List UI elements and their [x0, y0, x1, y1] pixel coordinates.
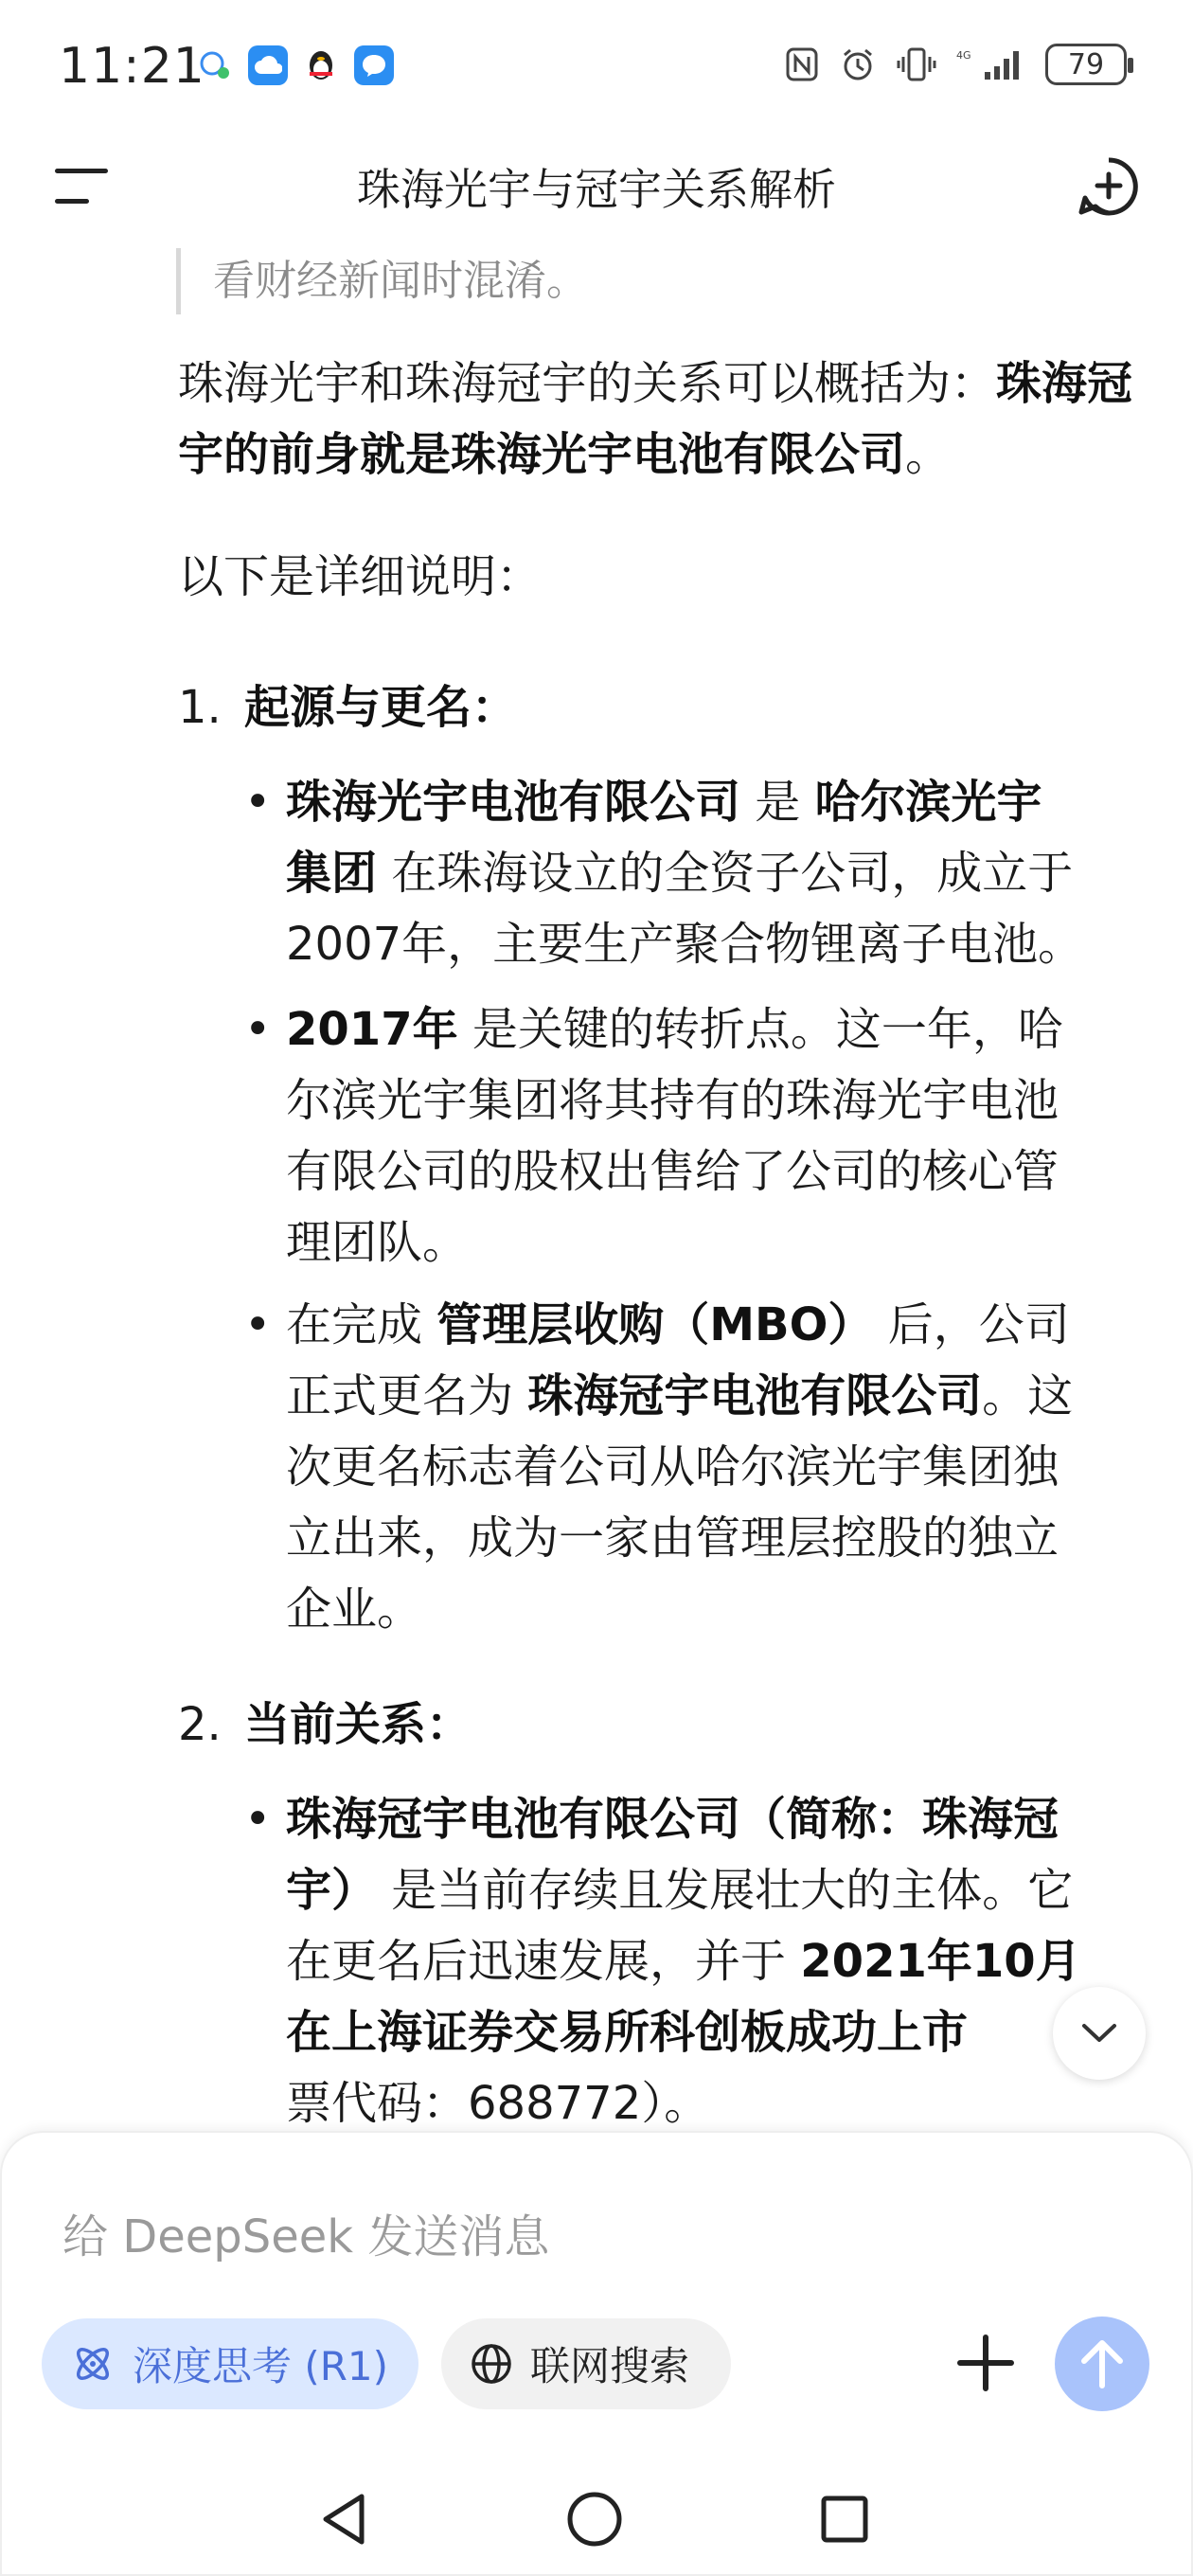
new-chat-button[interactable]	[1077, 155, 1140, 218]
recents-square-icon	[816, 2491, 873, 2548]
web-search-label: 联网搜索	[530, 2343, 690, 2389]
section-heading: 2. 当前关系：	[178, 1698, 472, 1751]
back-triangle-icon	[318, 2491, 371, 2548]
qq-penguin-icon	[301, 45, 341, 85]
message-bubble-icon	[195, 45, 235, 85]
deep-think-label: 深度思考 (R1)	[133, 2343, 389, 2389]
status-bar	[0, 0, 1193, 133]
vibrate-icon	[896, 45, 937, 83]
nav-home-button[interactable]	[557, 2481, 632, 2557]
status-system-icons	[784, 44, 1127, 85]
signal-icon	[956, 45, 1026, 83]
nav-recents-button[interactable]	[807, 2481, 882, 2557]
status-time: 11:21	[59, 38, 205, 95]
deep-think-toggle[interactable]	[42, 2318, 418, 2409]
chat-content[interactable]: 看财经新闻时混淆。 珠海光宇和珠海冠宇的关系可以概括为：珠海冠宇的前身就是珠海光宇电池有限公司。 以下是详细说明： 1. 起源与更名： • 珠海光宇电池有限公司 是 哈尔滨光宇 集团 在珠海设立的全资子公司，成立于 2007年，主要生产聚合物锂离子电池。 • 2017年 是关键的转折点。这一年，哈 尔滨光宇集团将其持有的珠海光宇电池 有限公司的股权出售给了公司的核心管 理团队。 • 在完成 管理层收购（MBO） 后，公司 正式更名为 珠海冠宇电池有限公司。这 次更名标志着公司从哈尔滨光宇集团独 立出来，成为一家由管理层控股的独立 企业。 2. 当前关系： • 珠海冠宇电池有限公司（简称：珠海冠 宇） 是当前存续且发展壮大的主体。它 在更名后迅速发展，并于 2021年10月 在上海证券交易所科创板成功上市 票代码：688772）。	[0, 237, 1193, 2131]
system-nav-bar	[0, 2462, 1193, 2576]
nfc-icon	[784, 45, 820, 83]
svg-text:4G: 4G	[956, 49, 971, 62]
atom-icon	[70, 2341, 116, 2387]
attach-button[interactable]	[953, 2330, 1019, 2396]
globe-icon	[470, 2342, 513, 2386]
intro-paragraph: 珠海光宇和珠海冠宇的关系可以概括为：珠海冠宇的前身就是珠海光宇电池有限公司。	[178, 357, 1133, 481]
plus-icon	[953, 2330, 1019, 2396]
web-search-toggle[interactable]	[441, 2318, 731, 2409]
home-circle-icon	[564, 2489, 625, 2549]
quote-text: 看财经新闻时混淆。	[176, 248, 588, 314]
status-app-icons	[195, 45, 394, 85]
chat-icon	[354, 45, 394, 85]
alarm-icon	[839, 45, 877, 83]
app-header	[0, 133, 1193, 237]
scroll-to-bottom-button[interactable]	[1053, 1987, 1146, 2080]
message-input[interactable]	[62, 2199, 1104, 2275]
chevron-down-icon	[1080, 2022, 1118, 2045]
cloud-icon	[248, 45, 288, 85]
section-heading: 1. 起源与更名：	[178, 681, 518, 734]
page-title: 珠海光宇与冠宇关系解析	[357, 164, 836, 215]
new-chat-icon	[1077, 155, 1140, 218]
details-intro: 以下是详细说明：	[178, 550, 543, 603]
arrow-up-icon	[1078, 2338, 1126, 2389]
nav-back-button[interactable]	[307, 2481, 383, 2557]
send-button[interactable]	[1055, 2317, 1149, 2411]
battery-icon: 79	[1045, 44, 1127, 85]
